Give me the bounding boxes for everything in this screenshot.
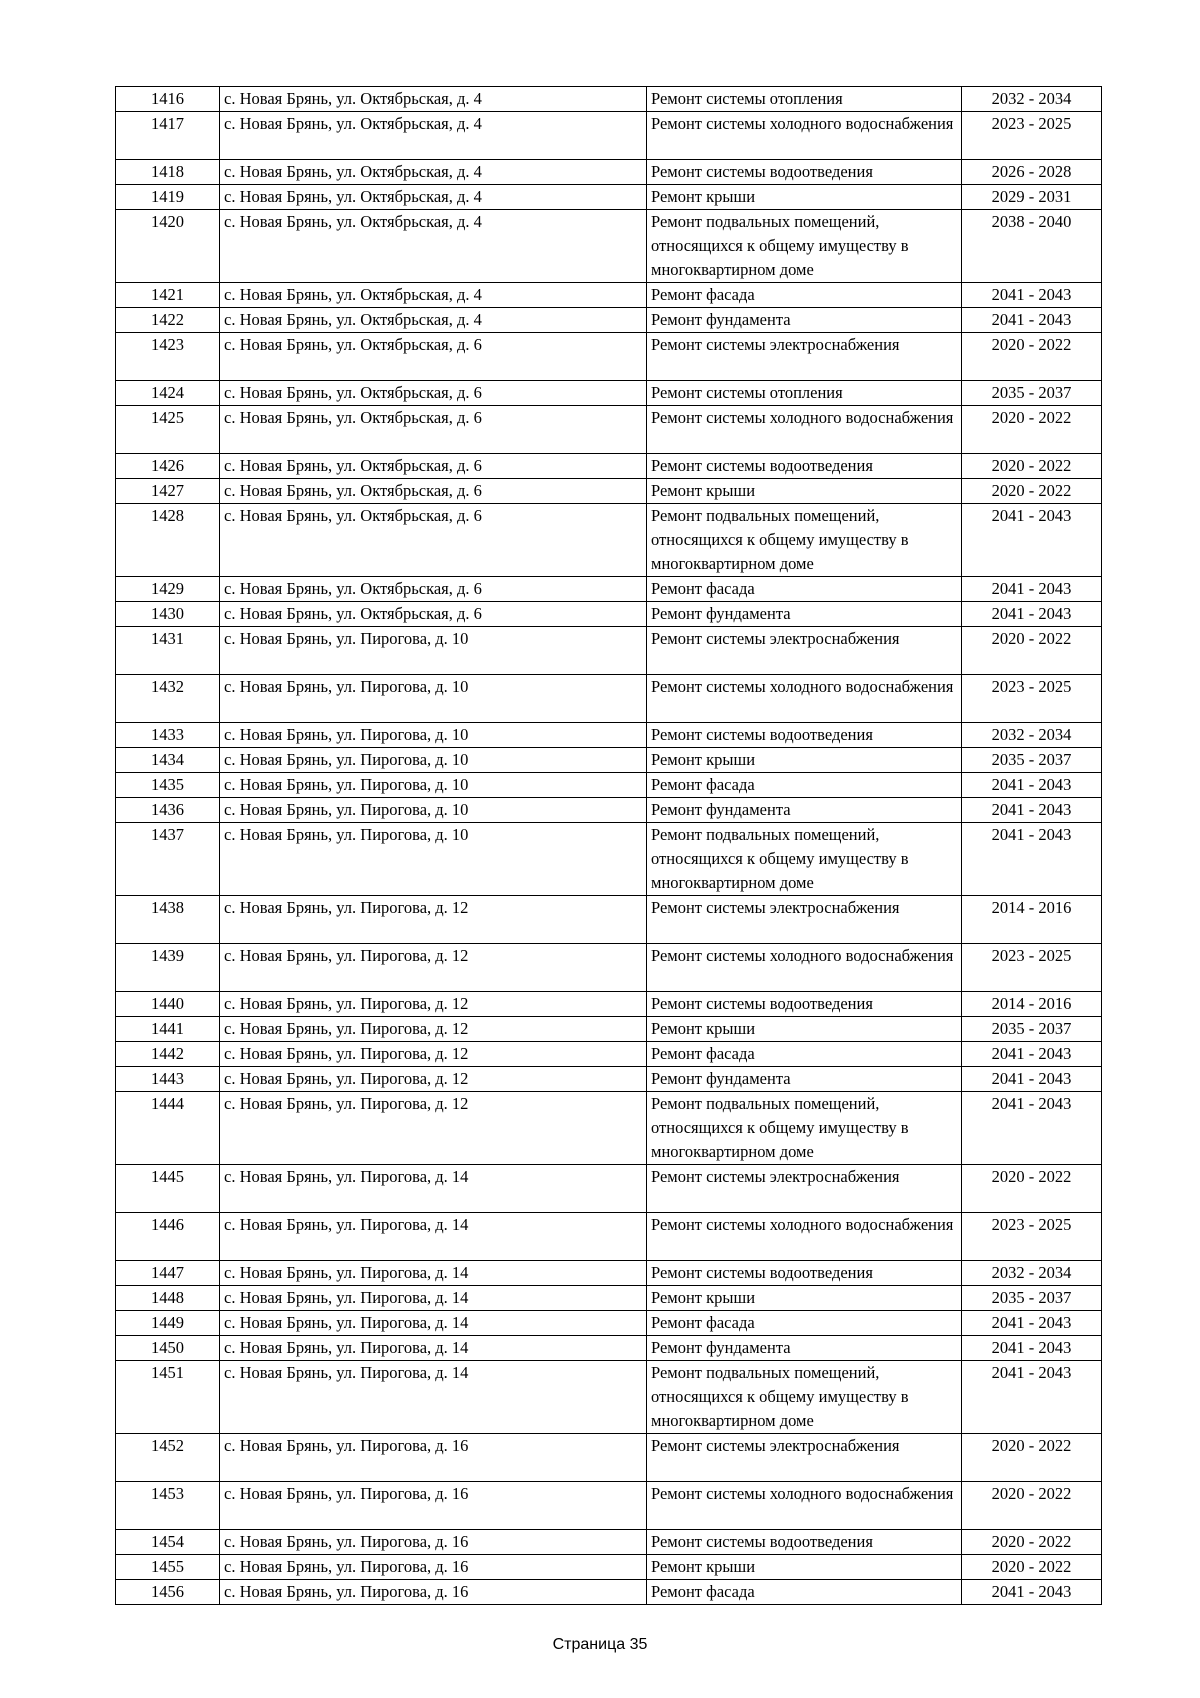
address-cell: с. Новая Брянь, ул. Пирогова, д. 12 xyxy=(220,896,647,944)
table-row xyxy=(116,1530,1102,1555)
page-number: Страница 35 xyxy=(552,1636,648,1653)
work-type-cell: Ремонт подвальных помещений, относящихся к общему имуществу в многоквартирном доме xyxy=(647,1361,962,1434)
work-type-cell: Ремонт крыши xyxy=(647,1017,962,1042)
table-row xyxy=(116,1165,1102,1213)
row-number-cell: 1440 xyxy=(116,992,220,1017)
address-cell: с. Новая Брянь, ул. Пирогова, д. 12 xyxy=(220,1042,647,1067)
period-cell: 2041 - 2043 xyxy=(962,823,1102,896)
address-cell: с. Новая Брянь, ул. Октябрьская, д. 6 xyxy=(220,381,647,406)
table-row xyxy=(116,773,1102,798)
table-row xyxy=(116,1213,1102,1261)
work-type-cell: Ремонт системы водоотведения xyxy=(647,1530,962,1555)
table-row xyxy=(116,1261,1102,1286)
address-cell: с. Новая Брянь, ул. Октябрьская, д. 4 xyxy=(220,87,647,112)
work-type-cell: Ремонт фасада xyxy=(647,577,962,602)
address-cell: с. Новая Брянь, ул. Пирогова, д. 14 xyxy=(220,1213,647,1261)
work-type-cell: Ремонт подвальных помещений, относящихся к общему имуществу в многоквартирном доме xyxy=(647,823,962,896)
table-row xyxy=(116,210,1102,283)
address-cell: с. Новая Брянь, ул. Пирогова, д. 10 xyxy=(220,823,647,896)
period-cell: 2032 - 2034 xyxy=(962,723,1102,748)
work-type-cell: Ремонт крыши xyxy=(647,479,962,504)
period-cell: 2032 - 2034 xyxy=(962,87,1102,112)
row-number-cell: 1447 xyxy=(116,1261,220,1286)
period-cell: 2026 - 2028 xyxy=(962,160,1102,185)
address-cell: с. Новая Брянь, ул. Пирогова, д. 16 xyxy=(220,1482,647,1530)
row-number-cell: 1430 xyxy=(116,602,220,627)
row-number-cell: 1435 xyxy=(116,773,220,798)
work-type-cell: Ремонт фундамента xyxy=(647,1067,962,1092)
period-cell: 2023 - 2025 xyxy=(962,944,1102,992)
work-type-cell: Ремонт системы холодного водоснабжения xyxy=(647,406,962,454)
row-number-cell: 1446 xyxy=(116,1213,220,1261)
row-number-cell: 1418 xyxy=(116,160,220,185)
table-row xyxy=(116,992,1102,1017)
row-number-cell: 1437 xyxy=(116,823,220,896)
table-row xyxy=(116,1555,1102,1580)
row-number-cell: 1434 xyxy=(116,748,220,773)
table-row xyxy=(116,1434,1102,1482)
table-row xyxy=(116,1042,1102,1067)
table-row xyxy=(116,1092,1102,1165)
row-number-cell: 1444 xyxy=(116,1092,220,1165)
work-type-cell: Ремонт системы водоотведения xyxy=(647,454,962,479)
period-cell: 2020 - 2022 xyxy=(962,479,1102,504)
period-cell: 2035 - 2037 xyxy=(962,1017,1102,1042)
table-row xyxy=(116,308,1102,333)
row-number-cell: 1428 xyxy=(116,504,220,577)
address-cell: с. Новая Брянь, ул. Пирогова, д. 10 xyxy=(220,798,647,823)
period-cell: 2020 - 2022 xyxy=(962,1434,1102,1482)
work-type-cell: Ремонт крыши xyxy=(647,1286,962,1311)
period-cell: 2041 - 2043 xyxy=(962,1580,1102,1605)
period-cell: 2041 - 2043 xyxy=(962,1042,1102,1067)
table-row xyxy=(116,87,1102,112)
table-row xyxy=(116,896,1102,944)
row-number-cell: 1419 xyxy=(116,185,220,210)
table-row xyxy=(116,333,1102,381)
works-table xyxy=(115,86,1102,1605)
period-cell: 2014 - 2016 xyxy=(962,896,1102,944)
row-number-cell: 1427 xyxy=(116,479,220,504)
address-cell: с. Новая Брянь, ул. Пирогова, д. 16 xyxy=(220,1555,647,1580)
table-row xyxy=(116,504,1102,577)
work-type-cell: Ремонт системы электроснабжения xyxy=(647,627,962,675)
work-type-cell: Ремонт крыши xyxy=(647,185,962,210)
address-cell: с. Новая Брянь, ул. Пирогова, д. 16 xyxy=(220,1434,647,1482)
row-number-cell: 1441 xyxy=(116,1017,220,1042)
address-cell: с. Новая Брянь, ул. Октябрьская, д. 6 xyxy=(220,406,647,454)
table-row xyxy=(116,1017,1102,1042)
table-row xyxy=(116,454,1102,479)
table-row xyxy=(116,479,1102,504)
work-type-cell: Ремонт крыши xyxy=(647,748,962,773)
address-cell: с. Новая Брянь, ул. Пирогова, д. 12 xyxy=(220,992,647,1017)
period-cell: 2041 - 2043 xyxy=(962,773,1102,798)
work-type-cell: Ремонт подвальных помещений, относящихся к общему имуществу в многоквартирном доме xyxy=(647,1092,962,1165)
address-cell: с. Новая Брянь, ул. Пирогова, д. 12 xyxy=(220,1017,647,1042)
works-table-body xyxy=(116,87,1102,1605)
period-cell: 2029 - 2031 xyxy=(962,185,1102,210)
table-row xyxy=(116,381,1102,406)
table-row xyxy=(116,1067,1102,1092)
work-type-cell: Ремонт системы электроснабжения xyxy=(647,1434,962,1482)
table-row xyxy=(116,112,1102,160)
period-cell: 2035 - 2037 xyxy=(962,1286,1102,1311)
row-number-cell: 1433 xyxy=(116,723,220,748)
address-cell: с. Новая Брянь, ул. Октябрьская, д. 4 xyxy=(220,283,647,308)
address-cell: с. Новая Брянь, ул. Октябрьская, д. 6 xyxy=(220,479,647,504)
row-number-cell: 1421 xyxy=(116,283,220,308)
row-number-cell: 1450 xyxy=(116,1336,220,1361)
address-cell: с. Новая Брянь, ул. Октябрьская, д. 6 xyxy=(220,333,647,381)
address-cell: с. Новая Брянь, ул. Пирогова, д. 10 xyxy=(220,723,647,748)
work-type-cell: Ремонт системы холодного водоснабжения xyxy=(647,944,962,992)
work-type-cell: Ремонт системы электроснабжения xyxy=(647,896,962,944)
address-cell: с. Новая Брянь, ул. Октябрьская, д. 6 xyxy=(220,602,647,627)
address-cell: с. Новая Брянь, ул. Пирогова, д. 10 xyxy=(220,773,647,798)
row-number-cell: 1424 xyxy=(116,381,220,406)
address-cell: с. Новая Брянь, ул. Пирогова, д. 16 xyxy=(220,1580,647,1605)
period-cell: 2020 - 2022 xyxy=(962,1530,1102,1555)
row-number-cell: 1439 xyxy=(116,944,220,992)
work-type-cell: Ремонт системы электроснабжения xyxy=(647,1165,962,1213)
period-cell: 2014 - 2016 xyxy=(962,992,1102,1017)
table-row xyxy=(116,798,1102,823)
row-number-cell: 1426 xyxy=(116,454,220,479)
table-row xyxy=(116,675,1102,723)
row-number-cell: 1436 xyxy=(116,798,220,823)
table-row xyxy=(116,944,1102,992)
row-number-cell: 1442 xyxy=(116,1042,220,1067)
table-row xyxy=(116,1286,1102,1311)
work-type-cell: Ремонт фундамента xyxy=(647,1336,962,1361)
period-cell: 2023 - 2025 xyxy=(962,112,1102,160)
period-cell: 2041 - 2043 xyxy=(962,1092,1102,1165)
row-number-cell: 1449 xyxy=(116,1311,220,1336)
work-type-cell: Ремонт подвальных помещений, относящихся к общему имуществу в многоквартирном доме xyxy=(647,504,962,577)
work-type-cell: Ремонт системы холодного водоснабжения xyxy=(647,675,962,723)
row-number-cell: 1453 xyxy=(116,1482,220,1530)
work-type-cell: Ремонт системы холодного водоснабжения xyxy=(647,1213,962,1261)
work-type-cell: Ремонт фасада xyxy=(647,1311,962,1336)
period-cell: 2041 - 2043 xyxy=(962,1336,1102,1361)
period-cell: 2035 - 2037 xyxy=(962,748,1102,773)
address-cell: с. Новая Брянь, ул. Пирогова, д. 10 xyxy=(220,748,647,773)
address-cell: с. Новая Брянь, ул. Пирогова, д. 12 xyxy=(220,944,647,992)
row-number-cell: 1416 xyxy=(116,87,220,112)
address-cell: с. Новая Брянь, ул. Пирогова, д. 14 xyxy=(220,1361,647,1434)
work-type-cell: Ремонт фундамента xyxy=(647,602,962,627)
work-type-cell: Ремонт системы водоотведения xyxy=(647,723,962,748)
period-cell: 2041 - 2043 xyxy=(962,283,1102,308)
period-cell: 2020 - 2022 xyxy=(962,1555,1102,1580)
table-row xyxy=(116,577,1102,602)
row-number-cell: 1451 xyxy=(116,1361,220,1434)
work-type-cell: Ремонт фасада xyxy=(647,773,962,798)
period-cell: 2023 - 2025 xyxy=(962,1213,1102,1261)
address-cell: с. Новая Брянь, ул. Пирогова, д. 14 xyxy=(220,1165,647,1213)
work-type-cell: Ремонт крыши xyxy=(647,1555,962,1580)
address-cell: с. Новая Брянь, ул. Октябрьская, д. 4 xyxy=(220,210,647,283)
row-number-cell: 1423 xyxy=(116,333,220,381)
work-type-cell: Ремонт подвальных помещений, относящихся к общему имуществу в многоквартирном доме xyxy=(647,210,962,283)
table-row xyxy=(116,1311,1102,1336)
work-type-cell: Ремонт системы водоотведения xyxy=(647,160,962,185)
row-number-cell: 1448 xyxy=(116,1286,220,1311)
work-type-cell: Ремонт системы электроснабжения xyxy=(647,333,962,381)
row-number-cell: 1452 xyxy=(116,1434,220,1482)
period-cell: 2041 - 2043 xyxy=(962,1311,1102,1336)
period-cell: 2041 - 2043 xyxy=(962,308,1102,333)
table-row xyxy=(116,1361,1102,1434)
table-row xyxy=(116,283,1102,308)
row-number-cell: 1422 xyxy=(116,308,220,333)
address-cell: с. Новая Брянь, ул. Октябрьская, д. 4 xyxy=(220,112,647,160)
address-cell: с. Новая Брянь, ул. Пирогова, д. 12 xyxy=(220,1067,647,1092)
work-type-cell: Ремонт фасада xyxy=(647,1042,962,1067)
work-type-cell: Ремонт системы отопления xyxy=(647,381,962,406)
row-number-cell: 1431 xyxy=(116,627,220,675)
address-cell: с. Новая Брянь, ул. Октябрьская, д. 4 xyxy=(220,308,647,333)
period-cell: 2020 - 2022 xyxy=(962,454,1102,479)
table-row xyxy=(116,823,1102,896)
row-number-cell: 1432 xyxy=(116,675,220,723)
row-number-cell: 1455 xyxy=(116,1555,220,1580)
row-number-cell: 1456 xyxy=(116,1580,220,1605)
period-cell: 2041 - 2043 xyxy=(962,1067,1102,1092)
row-number-cell: 1429 xyxy=(116,577,220,602)
address-cell: с. Новая Брянь, ул. Октябрьская, д. 6 xyxy=(220,504,647,577)
work-type-cell: Ремонт системы холодного водоснабжения xyxy=(647,1482,962,1530)
work-type-cell: Ремонт системы отопления xyxy=(647,87,962,112)
table-row xyxy=(116,160,1102,185)
table-row xyxy=(116,748,1102,773)
address-cell: с. Новая Брянь, ул. Пирогова, д. 14 xyxy=(220,1311,647,1336)
table-row xyxy=(116,602,1102,627)
table-row xyxy=(116,1336,1102,1361)
address-cell: с. Новая Брянь, ул. Пирогова, д. 14 xyxy=(220,1286,647,1311)
period-cell: 2020 - 2022 xyxy=(962,333,1102,381)
table-row xyxy=(116,185,1102,210)
address-cell: с. Новая Брянь, ул. Октябрьская, д. 4 xyxy=(220,160,647,185)
address-cell: с. Новая Брянь, ул. Пирогова, д. 14 xyxy=(220,1336,647,1361)
address-cell: с. Новая Брянь, ул. Пирогова, д. 12 xyxy=(220,1092,647,1165)
row-number-cell: 1443 xyxy=(116,1067,220,1092)
period-cell: 2020 - 2022 xyxy=(962,406,1102,454)
address-cell: с. Новая Брянь, ул. Октябрьская, д. 6 xyxy=(220,577,647,602)
address-cell: с. Новая Брянь, ул. Октябрьская, д. 6 xyxy=(220,454,647,479)
work-type-cell: Ремонт фундамента xyxy=(647,308,962,333)
address-cell: с. Новая Брянь, ул. Октябрьская, д. 4 xyxy=(220,185,647,210)
period-cell: 2041 - 2043 xyxy=(962,577,1102,602)
period-cell: 2020 - 2022 xyxy=(962,1482,1102,1530)
table-row xyxy=(116,1580,1102,1605)
address-cell: с. Новая Брянь, ул. Пирогова, д. 14 xyxy=(220,1261,647,1286)
period-cell: 2020 - 2022 xyxy=(962,627,1102,675)
work-type-cell: Ремонт фасада xyxy=(647,1580,962,1605)
table-row xyxy=(116,1482,1102,1530)
row-number-cell: 1425 xyxy=(116,406,220,454)
period-cell: 2041 - 2043 xyxy=(962,798,1102,823)
period-cell: 2032 - 2034 xyxy=(962,1261,1102,1286)
address-cell: с. Новая Брянь, ул. Пирогова, д. 16 xyxy=(220,1530,647,1555)
period-cell: 2023 - 2025 xyxy=(962,675,1102,723)
row-number-cell: 1420 xyxy=(116,210,220,283)
work-type-cell: Ремонт системы водоотведения xyxy=(647,1261,962,1286)
period-cell: 2038 - 2040 xyxy=(962,210,1102,283)
period-cell: 2041 - 2043 xyxy=(962,504,1102,577)
work-type-cell: Ремонт фасада xyxy=(647,283,962,308)
period-cell: 2041 - 2043 xyxy=(962,602,1102,627)
table-row xyxy=(116,723,1102,748)
period-cell: 2041 - 2043 xyxy=(962,1361,1102,1434)
table-row xyxy=(116,406,1102,454)
row-number-cell: 1445 xyxy=(116,1165,220,1213)
row-number-cell: 1438 xyxy=(116,896,220,944)
period-cell: 2035 - 2037 xyxy=(962,381,1102,406)
work-type-cell: Ремонт системы водоотведения xyxy=(647,992,962,1017)
row-number-cell: 1454 xyxy=(116,1530,220,1555)
work-type-cell: Ремонт фундамента xyxy=(647,798,962,823)
row-number-cell: 1417 xyxy=(116,112,220,160)
table-row xyxy=(116,627,1102,675)
work-type-cell: Ремонт системы холодного водоснабжения xyxy=(647,112,962,160)
address-cell: с. Новая Брянь, ул. Пирогова, д. 10 xyxy=(220,675,647,723)
period-cell: 2020 - 2022 xyxy=(962,1165,1102,1213)
address-cell: с. Новая Брянь, ул. Пирогова, д. 10 xyxy=(220,627,647,675)
